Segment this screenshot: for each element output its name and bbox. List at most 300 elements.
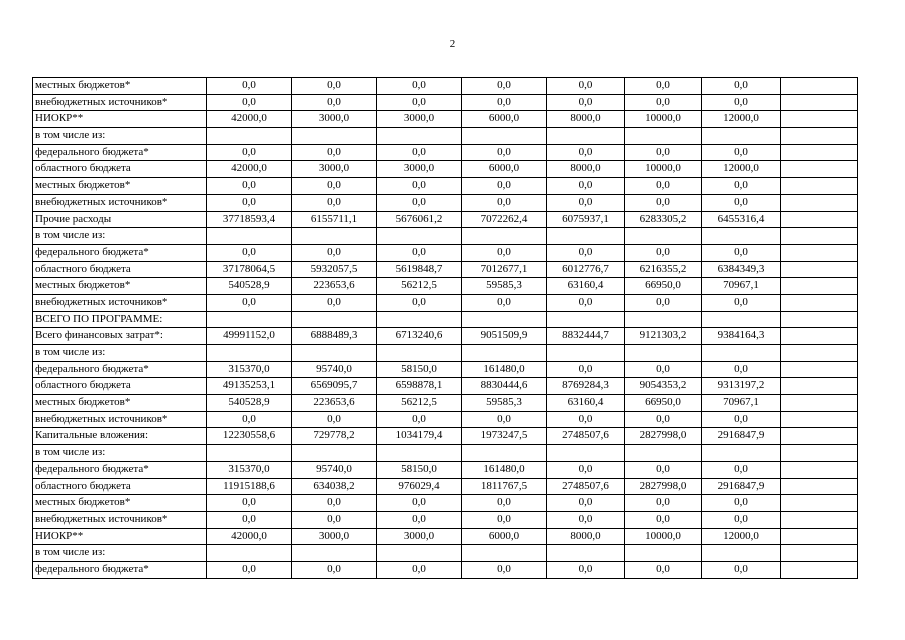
value-cell <box>625 311 702 328</box>
value-cell: 0,0 <box>377 511 462 528</box>
value-cell: 6012776,7 <box>547 261 625 278</box>
value-cell: 0,0 <box>292 94 377 111</box>
value-cell: 223653,6 <box>292 395 377 412</box>
value-cell <box>781 294 858 311</box>
value-cell: 0,0 <box>377 94 462 111</box>
value-cell: 0,0 <box>462 144 547 161</box>
table-row <box>33 378 858 395</box>
value-cell <box>781 428 858 445</box>
value-cell <box>462 228 547 245</box>
row-label: в том числе из: <box>33 128 207 145</box>
value-cell: 0,0 <box>702 511 781 528</box>
value-cell <box>377 445 462 462</box>
value-cell: 0,0 <box>207 495 292 512</box>
value-cell: 0,0 <box>292 144 377 161</box>
value-cell: 49135253,1 <box>207 378 292 395</box>
value-cell: 9121303,2 <box>625 328 702 345</box>
value-cell <box>781 511 858 528</box>
table-row <box>33 311 858 328</box>
row-label: в том числе из: <box>33 345 207 362</box>
value-cell: 0,0 <box>625 194 702 211</box>
value-cell: 70967,1 <box>702 278 781 295</box>
row-label: Всего финансовых затрат*: <box>33 328 207 345</box>
value-cell: 66950,0 <box>625 395 702 412</box>
value-cell: 0,0 <box>292 244 377 261</box>
value-cell: 9313197,2 <box>702 378 781 395</box>
value-cell: 0,0 <box>547 495 625 512</box>
value-cell: 0,0 <box>702 94 781 111</box>
value-cell <box>207 311 292 328</box>
value-cell: 58150,0 <box>377 461 462 478</box>
value-cell: 0,0 <box>702 78 781 95</box>
table-row <box>33 495 858 512</box>
value-cell: 6216355,2 <box>625 261 702 278</box>
value-cell: 5676061,2 <box>377 211 462 228</box>
value-cell <box>547 228 625 245</box>
value-cell: 7072262,4 <box>462 211 547 228</box>
value-cell: 8830444,6 <box>462 378 547 395</box>
value-cell: 0,0 <box>292 561 377 578</box>
value-cell: 95740,0 <box>292 361 377 378</box>
value-cell <box>547 545 625 562</box>
value-cell: 0,0 <box>547 194 625 211</box>
value-cell: 59585,3 <box>462 278 547 295</box>
value-cell: 0,0 <box>377 78 462 95</box>
value-cell: 9054353,2 <box>625 378 702 395</box>
value-cell: 0,0 <box>547 178 625 195</box>
value-cell: 0,0 <box>377 178 462 195</box>
value-cell <box>292 445 377 462</box>
value-cell: 1811767,5 <box>462 478 547 495</box>
value-cell: 7012677,1 <box>462 261 547 278</box>
value-cell: 49991152,0 <box>207 328 292 345</box>
value-cell: 0,0 <box>625 361 702 378</box>
table-row <box>33 94 858 111</box>
value-cell: 8832444,7 <box>547 328 625 345</box>
table-row <box>33 161 858 178</box>
table-row <box>33 294 858 311</box>
value-cell: 0,0 <box>702 411 781 428</box>
value-cell <box>207 228 292 245</box>
value-cell: 161480,0 <box>462 461 547 478</box>
value-cell: 0,0 <box>462 411 547 428</box>
value-cell: 0,0 <box>377 495 462 512</box>
value-cell: 8769284,3 <box>547 378 625 395</box>
table-row <box>33 545 858 562</box>
value-cell: 0,0 <box>547 411 625 428</box>
row-label: федерального бюджета* <box>33 361 207 378</box>
row-label: внебюджетных источников* <box>33 411 207 428</box>
table-row <box>33 395 858 412</box>
value-cell: 0,0 <box>547 361 625 378</box>
value-cell: 0,0 <box>625 461 702 478</box>
value-cell: 6713240,6 <box>377 328 462 345</box>
value-cell <box>547 311 625 328</box>
table-row <box>33 561 858 578</box>
value-cell: 6455316,4 <box>702 211 781 228</box>
value-cell: 3000,0 <box>377 161 462 178</box>
value-cell: 10000,0 <box>625 161 702 178</box>
value-cell <box>377 545 462 562</box>
table-row <box>33 428 858 445</box>
value-cell: 0,0 <box>292 511 377 528</box>
value-cell <box>781 94 858 111</box>
row-label: федерального бюджета* <box>33 561 207 578</box>
value-cell: 12000,0 <box>702 161 781 178</box>
value-cell: 0,0 <box>207 511 292 528</box>
value-cell: 0,0 <box>547 78 625 95</box>
value-cell: 0,0 <box>547 511 625 528</box>
table-row <box>33 211 858 228</box>
value-cell <box>702 345 781 362</box>
value-cell <box>625 445 702 462</box>
value-cell: 540528,9 <box>207 278 292 295</box>
value-cell: 2748507,6 <box>547 428 625 445</box>
row-label: внебюджетных источников* <box>33 194 207 211</box>
value-cell <box>781 528 858 545</box>
value-cell <box>781 278 858 295</box>
value-cell: 0,0 <box>462 194 547 211</box>
table-row <box>33 194 858 211</box>
value-cell <box>625 545 702 562</box>
value-cell: 0,0 <box>702 361 781 378</box>
value-cell <box>781 328 858 345</box>
row-label: местных бюджетов* <box>33 278 207 295</box>
value-cell: 95740,0 <box>292 461 377 478</box>
value-cell: 0,0 <box>547 561 625 578</box>
row-label: НИОКР** <box>33 111 207 128</box>
table-row <box>33 528 858 545</box>
value-cell <box>781 361 858 378</box>
value-cell: 0,0 <box>462 178 547 195</box>
value-cell: 10000,0 <box>625 528 702 545</box>
value-cell: 42000,0 <box>207 528 292 545</box>
value-cell: 58150,0 <box>377 361 462 378</box>
table-row <box>33 144 858 161</box>
value-cell: 729778,2 <box>292 428 377 445</box>
value-cell: 1034179,4 <box>377 428 462 445</box>
value-cell: 0,0 <box>547 461 625 478</box>
value-cell: 3000,0 <box>292 111 377 128</box>
value-cell: 2827998,0 <box>625 478 702 495</box>
value-cell <box>292 345 377 362</box>
value-cell <box>292 545 377 562</box>
table-row <box>33 228 858 245</box>
value-cell <box>377 128 462 145</box>
value-cell: 0,0 <box>462 511 547 528</box>
value-cell: 9051509,9 <box>462 328 547 345</box>
value-cell: 0,0 <box>547 244 625 261</box>
value-cell: 3000,0 <box>377 111 462 128</box>
value-cell <box>781 144 858 161</box>
value-cell <box>547 345 625 362</box>
row-label: федерального бюджета* <box>33 461 207 478</box>
value-cell <box>207 128 292 145</box>
value-cell: 0,0 <box>377 244 462 261</box>
value-cell <box>702 311 781 328</box>
value-cell: 37178064,5 <box>207 261 292 278</box>
value-cell <box>781 561 858 578</box>
value-cell: 12230558,6 <box>207 428 292 445</box>
value-cell: 0,0 <box>625 78 702 95</box>
value-cell <box>207 445 292 462</box>
row-label: местных бюджетов* <box>33 78 207 95</box>
row-label: федерального бюджета* <box>33 244 207 261</box>
value-cell <box>781 111 858 128</box>
value-cell: 0,0 <box>702 294 781 311</box>
value-cell: 0,0 <box>377 411 462 428</box>
value-cell: 56212,5 <box>377 395 462 412</box>
table-row <box>33 78 858 95</box>
value-cell: 9384164,3 <box>702 328 781 345</box>
value-cell <box>781 478 858 495</box>
value-cell <box>781 495 858 512</box>
value-cell: 0,0 <box>702 461 781 478</box>
value-cell: 0,0 <box>292 495 377 512</box>
value-cell: 0,0 <box>207 78 292 95</box>
value-cell: 1973247,5 <box>462 428 547 445</box>
value-cell: 0,0 <box>462 561 547 578</box>
value-cell: 6000,0 <box>462 111 547 128</box>
value-cell <box>292 128 377 145</box>
value-cell: 2827998,0 <box>625 428 702 445</box>
value-cell: 6569095,7 <box>292 378 377 395</box>
value-cell: 42000,0 <box>207 111 292 128</box>
table-body <box>33 78 858 579</box>
value-cell <box>781 78 858 95</box>
value-cell <box>625 345 702 362</box>
value-cell: 0,0 <box>462 495 547 512</box>
value-cell: 8000,0 <box>547 111 625 128</box>
row-label: областного бюджета <box>33 378 207 395</box>
table-row <box>33 128 858 145</box>
table-row <box>33 278 858 295</box>
table-row <box>33 328 858 345</box>
value-cell: 0,0 <box>625 294 702 311</box>
value-cell <box>547 128 625 145</box>
value-cell: 976029,4 <box>377 478 462 495</box>
value-cell: 2916847,9 <box>702 428 781 445</box>
table-row <box>33 478 858 495</box>
value-cell: 315370,0 <box>207 361 292 378</box>
value-cell: 0,0 <box>547 144 625 161</box>
table-row <box>33 411 858 428</box>
value-cell: 0,0 <box>462 78 547 95</box>
value-cell: 0,0 <box>207 178 292 195</box>
value-cell: 0,0 <box>207 94 292 111</box>
value-cell: 8000,0 <box>547 161 625 178</box>
value-cell <box>781 228 858 245</box>
row-label: в том числе из: <box>33 445 207 462</box>
value-cell: 6598878,1 <box>377 378 462 395</box>
value-cell: 540528,9 <box>207 395 292 412</box>
value-cell <box>781 545 858 562</box>
value-cell: 3000,0 <box>292 528 377 545</box>
value-cell <box>781 178 858 195</box>
value-cell: 0,0 <box>462 244 547 261</box>
value-cell: 42000,0 <box>207 161 292 178</box>
value-cell: 0,0 <box>702 244 781 261</box>
value-cell: 0,0 <box>625 561 702 578</box>
value-cell <box>462 128 547 145</box>
row-label: областного бюджета <box>33 161 207 178</box>
value-cell: 0,0 <box>207 411 292 428</box>
row-label: Прочие расходы <box>33 211 207 228</box>
value-cell <box>377 345 462 362</box>
value-cell: 0,0 <box>625 495 702 512</box>
value-cell: 10000,0 <box>625 111 702 128</box>
value-cell: 315370,0 <box>207 461 292 478</box>
row-label: в том числе из: <box>33 228 207 245</box>
row-label: областного бюджета <box>33 478 207 495</box>
value-cell: 634038,2 <box>292 478 377 495</box>
value-cell: 0,0 <box>207 561 292 578</box>
value-cell: 6155711,1 <box>292 211 377 228</box>
value-cell <box>781 244 858 261</box>
value-cell: 3000,0 <box>292 161 377 178</box>
value-cell: 0,0 <box>625 511 702 528</box>
table-row <box>33 511 858 528</box>
row-label: местных бюджетов* <box>33 495 207 512</box>
value-cell <box>781 445 858 462</box>
value-cell: 0,0 <box>625 411 702 428</box>
value-cell: 59585,3 <box>462 395 547 412</box>
value-cell: 0,0 <box>292 178 377 195</box>
value-cell <box>781 211 858 228</box>
value-cell: 0,0 <box>292 294 377 311</box>
value-cell: 0,0 <box>702 144 781 161</box>
value-cell <box>781 261 858 278</box>
value-cell <box>462 311 547 328</box>
value-cell: 63160,4 <box>547 278 625 295</box>
value-cell <box>702 445 781 462</box>
row-label: местных бюджетов* <box>33 395 207 412</box>
value-cell: 37718593,4 <box>207 211 292 228</box>
value-cell: 56212,5 <box>377 278 462 295</box>
value-cell: 0,0 <box>702 178 781 195</box>
row-label: федерального бюджета* <box>33 144 207 161</box>
value-cell <box>781 411 858 428</box>
value-cell <box>702 228 781 245</box>
value-cell: 6384349,3 <box>702 261 781 278</box>
table-row <box>33 345 858 362</box>
value-cell: 0,0 <box>377 561 462 578</box>
value-cell: 161480,0 <box>462 361 547 378</box>
value-cell <box>781 161 858 178</box>
row-label: внебюджетных источников* <box>33 511 207 528</box>
value-cell: 6075937,1 <box>547 211 625 228</box>
row-label: ВСЕГО ПО ПРОГРАММЕ: <box>33 311 207 328</box>
value-cell <box>377 311 462 328</box>
value-cell <box>702 128 781 145</box>
value-cell: 0,0 <box>292 411 377 428</box>
value-cell: 223653,6 <box>292 278 377 295</box>
value-cell <box>781 461 858 478</box>
value-cell: 6000,0 <box>462 161 547 178</box>
table-row <box>33 361 858 378</box>
value-cell <box>625 228 702 245</box>
value-cell: 6888489,3 <box>292 328 377 345</box>
value-cell: 3000,0 <box>377 528 462 545</box>
value-cell <box>625 128 702 145</box>
value-cell: 0,0 <box>625 94 702 111</box>
value-cell <box>547 445 625 462</box>
table-row <box>33 445 858 462</box>
page-number: 2 <box>449 38 456 50</box>
table-row <box>33 178 858 195</box>
value-cell: 0,0 <box>207 144 292 161</box>
table-row <box>33 461 858 478</box>
value-cell: 0,0 <box>292 194 377 211</box>
table-row <box>33 261 858 278</box>
value-cell: 8000,0 <box>547 528 625 545</box>
row-label: внебюджетных источников* <box>33 94 207 111</box>
value-cell <box>207 345 292 362</box>
value-cell: 2748507,6 <box>547 478 625 495</box>
value-cell <box>781 378 858 395</box>
value-cell <box>781 311 858 328</box>
value-cell: 0,0 <box>207 294 292 311</box>
value-cell <box>462 345 547 362</box>
value-cell <box>377 228 462 245</box>
value-cell: 70967,1 <box>702 395 781 412</box>
value-cell: 63160,4 <box>547 395 625 412</box>
value-cell: 12000,0 <box>702 111 781 128</box>
value-cell <box>462 445 547 462</box>
value-cell: 6283305,2 <box>625 211 702 228</box>
value-cell: 5619848,7 <box>377 261 462 278</box>
value-cell <box>781 128 858 145</box>
row-label: внебюджетных источников* <box>33 294 207 311</box>
row-label: областного бюджета <box>33 261 207 278</box>
value-cell: 6000,0 <box>462 528 547 545</box>
value-cell: 66950,0 <box>625 278 702 295</box>
budget-table <box>32 77 858 579</box>
value-cell: 5932057,5 <box>292 261 377 278</box>
value-cell <box>781 194 858 211</box>
value-cell: 0,0 <box>625 144 702 161</box>
value-cell: 2916847,9 <box>702 478 781 495</box>
value-cell: 0,0 <box>462 94 547 111</box>
row-label: местных бюджетов* <box>33 178 207 195</box>
value-cell: 12000,0 <box>702 528 781 545</box>
value-cell: 0,0 <box>462 294 547 311</box>
value-cell: 0,0 <box>292 78 377 95</box>
value-cell <box>702 545 781 562</box>
value-cell: 0,0 <box>547 94 625 111</box>
value-cell <box>462 545 547 562</box>
row-label: НИОКР** <box>33 528 207 545</box>
table-row <box>33 111 858 128</box>
row-label: Капитальные вложения: <box>33 428 207 445</box>
value-cell: 0,0 <box>702 495 781 512</box>
value-cell: 0,0 <box>377 294 462 311</box>
value-cell: 0,0 <box>702 561 781 578</box>
value-cell <box>781 345 858 362</box>
value-cell: 0,0 <box>207 244 292 261</box>
value-cell: 11915188,6 <box>207 478 292 495</box>
value-cell <box>292 228 377 245</box>
value-cell <box>207 545 292 562</box>
value-cell: 0,0 <box>377 144 462 161</box>
value-cell: 0,0 <box>207 194 292 211</box>
value-cell <box>292 311 377 328</box>
value-cell: 0,0 <box>625 178 702 195</box>
value-cell <box>781 395 858 412</box>
value-cell: 0,0 <box>625 244 702 261</box>
value-cell: 0,0 <box>547 294 625 311</box>
row-label: в том числе из: <box>33 545 207 562</box>
